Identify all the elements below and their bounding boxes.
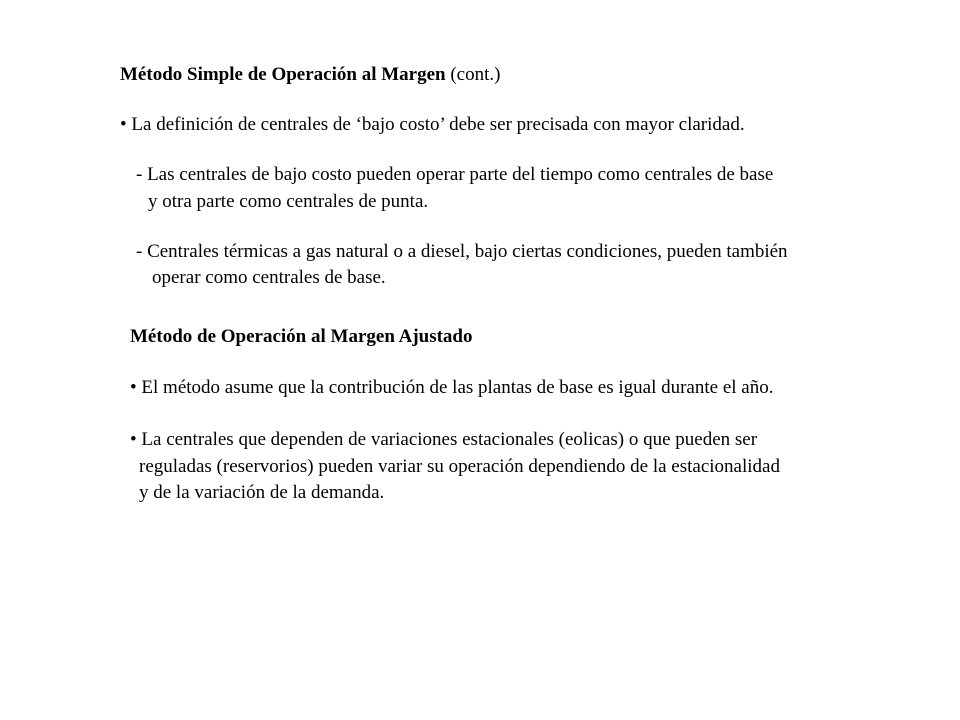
section1-subpoint-1-line-2: y otra parte como centrales de punta. xyxy=(148,191,429,212)
section1-heading-bold: Método Simple de Operación al Margen xyxy=(120,64,446,85)
section1-subpoint-1-line-1: - Las centrales de bajo costo pueden operar parte del tiempo como centrales de base xyxy=(136,164,774,185)
section2-bullet-2-line-3: y de la variación de la demanda. xyxy=(139,482,385,503)
section1-bullet-1: • La definición de centrales de ‘bajo costo’ debe ser precisada con mayor claridad. xyxy=(120,114,745,135)
section2-bullet-2-line-2: reguladas (reservorios) pueden variar su operación dependiendo de la estacionalidad xyxy=(139,456,780,477)
section2-bullet-2-line-1: • La centrales que dependen de variaciones estacionales (eolicas) o que pueden ser xyxy=(130,429,758,450)
section1-heading xyxy=(120,63,500,87)
section2-bullet-1: • El método asume que la contribución de las plantas de base es igual durante el año. xyxy=(130,377,774,398)
section2-heading: Método de Operación al Margen Ajustado xyxy=(130,326,473,347)
section1-subpoint-2-line-1: - Centrales térmicas a gas natural o a diesel, bajo ciertas condiciones, pueden también xyxy=(136,241,788,262)
section1-heading-suffix: (cont.) xyxy=(445,64,501,85)
section1-subpoint-2-line-2: operar como centrales de base. xyxy=(152,267,386,288)
